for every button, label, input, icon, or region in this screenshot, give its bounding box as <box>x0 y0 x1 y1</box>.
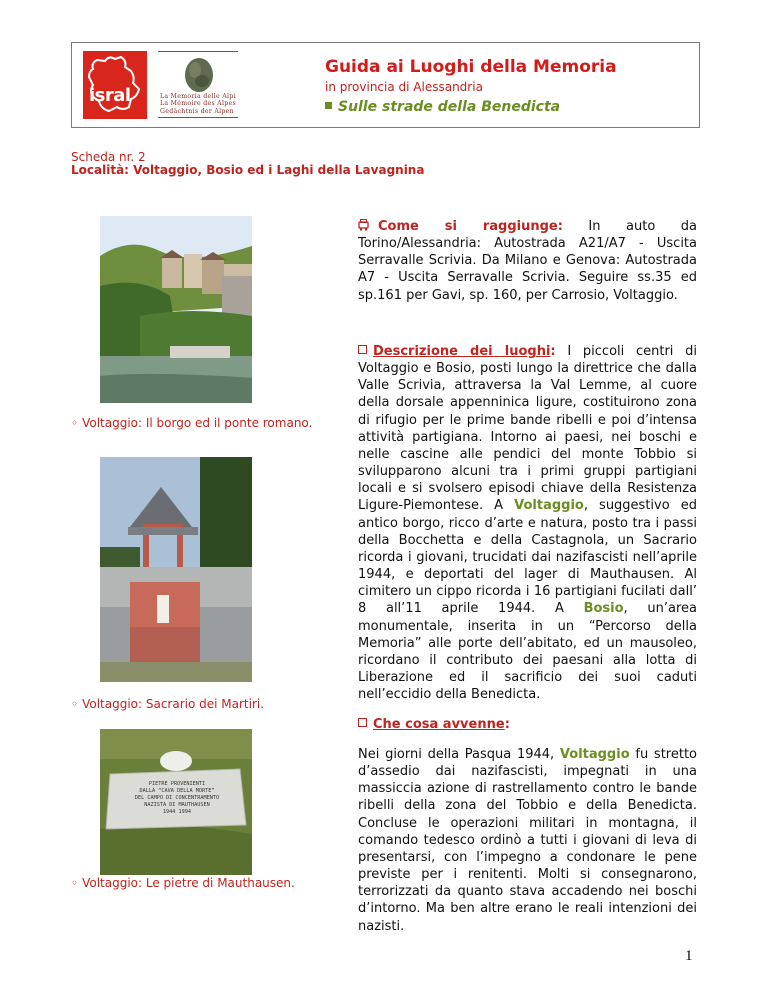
car-icon <box>358 219 369 231</box>
guide-subtitle: in provincia di Alessandria <box>325 80 483 94</box>
section-heading: Che cosa avvenne <box>373 717 505 732</box>
tagline-line: La Mémoire des Alpes <box>160 100 236 108</box>
heading-colon: : <box>550 344 556 359</box>
series-text: Sulle strade della Benedicta <box>338 99 561 115</box>
photo-sacrario <box>100 457 252 682</box>
series-title <box>325 99 560 115</box>
localita-title: Località: Voltaggio, Bosio ed i Laghi della Lavagnina <box>71 163 425 177</box>
isral-logo <box>83 51 147 119</box>
caption-text: Voltaggio: Sacrario dei Martiri. <box>82 697 265 711</box>
place-name: Voltaggio <box>514 498 584 514</box>
plaque-line: DALLA “CAVA DELLA MORTE” <box>139 788 215 794</box>
section-descrizione <box>358 343 697 703</box>
section-text: , suggestivo ed antico borgo, ricco d’arte e natura, posto tra i passi della Bocchetta e della Castagnola, un Sacrario ricorda i giovani, trucidati dai nazifascisti nell’aprile 1944, e deportati del lager di Mauthausen. Al cimitero un cippo ricorda i 16 partigiani fucilati dall’ 8 all’11 aprile 1944. A <box>358 498 697 617</box>
section-text: fu stretto d’assedio dai nazifascisti, impegnati in una massiccia azione di rastrellamento contro le bande ribelli della zona del Tobbio e della Benedicta. Concluse le operazioni militari in montagna, il comando tedesco ordinò a tutti i giovani di leva di presentarsi, con l’impegno a condonare le pene previste per i renitenti. Molti si consegnarono, terrorizzati da quanto stava accadendo nei boschi d’intorno. Ma ben altre erano le reali intenzioni dei nazisti. <box>358 747 698 934</box>
bullet-square-icon <box>325 102 332 109</box>
tagline-line: Gedächtnis der Alpen <box>160 107 234 115</box>
stone-icon <box>182 56 216 94</box>
plaque-line: DEL CAMPO DI CONCENTRAMENTO <box>134 795 220 801</box>
plaque-line: PIETRE PROVENIENTI <box>148 781 206 787</box>
checkbox-square-icon <box>358 345 367 354</box>
logo-tagline <box>160 93 236 115</box>
photo-caption <box>71 876 295 890</box>
section-text: , un’area monumentale, inserita in un “Percorso della Memoria” alle porte dell’abitato, ed un mausoleo, ricordano il contributo dei paesani alla lotta di Liberazione ed il sacrificio dei suoi caduti nell’eccidio della Benedicta. <box>358 601 697 703</box>
section-text: Nei giorni della Pasqua 1944, <box>358 747 560 762</box>
photo-pietre-mauthausen <box>100 729 252 875</box>
photo-borgo-ponte <box>100 216 252 403</box>
bullet-circle-icon: ◦ <box>71 697 79 711</box>
place-name: Bosio <box>583 601 624 617</box>
section-heading: Descrizione dei luoghi <box>373 344 551 359</box>
bullet-circle-icon: ◦ <box>71 416 79 430</box>
section-che-cosa-avvenne-heading <box>358 716 697 733</box>
checkbox-square-icon <box>358 718 367 727</box>
tagline-line: La Memoria delle Alpi <box>160 93 236 100</box>
section-che-cosa-avvenne <box>358 746 697 935</box>
section-come-si-raggiunge <box>358 218 697 304</box>
stone-plaque <box>114 781 240 816</box>
photo-caption <box>71 697 264 711</box>
bullet-circle-icon: ◦ <box>71 876 79 890</box>
caption-text: Voltaggio: Le pietre di Mauthausen. <box>82 876 295 890</box>
guide-title: Guida ai Luoghi della Memoria <box>325 57 617 77</box>
header-box <box>71 42 700 128</box>
section-text: In auto da Torino/Alessandria: Autostrada A21/A7 - Uscita Serravalle Scrivia. Da Milano e Genova: Autostrada A7 - Uscita Serravalle Scrivia. Seguire ss.35 ed sp.161 per Gavi, sp. 160, per Carrosio, Voltaggio. <box>358 219 697 303</box>
logo-word: isral <box>89 85 131 106</box>
place-name: Voltaggio <box>559 747 630 762</box>
caption-text: Voltaggio: Il borgo ed il ponte romano. <box>82 416 313 430</box>
divider <box>158 51 238 52</box>
plaque-line: NAZISTA DI MAUTHAUSEN <box>144 802 210 808</box>
divider <box>158 117 238 118</box>
section-text: I piccoli centri di Voltaggio e Bosio, posti lungo la direttrice che dalla Valle Scrivia, attraversa la Val Lemme, al cuore della dorsale appenninica ligure, costituirono zona di rifugio per le prime bande ribelli e poi d’intensa attività partigiana. Intorno ai paesi, nei boschi e nelle cascine alle pendici del monte Tobbio si svilupparono alcuni tra i primi gruppi partigiani locali e si svolsero episodi chiave della Resistenza Ligure-Piemontese. A <box>358 344 697 514</box>
page-number: 1 <box>685 948 693 964</box>
plaque-line: 1944 1994 <box>162 809 192 815</box>
section-heading: Come si raggiunge: <box>378 219 563 234</box>
scheda-number: Scheda nr. 2 <box>71 150 146 164</box>
heading-colon: : <box>504 717 510 732</box>
photo-caption <box>71 416 312 430</box>
